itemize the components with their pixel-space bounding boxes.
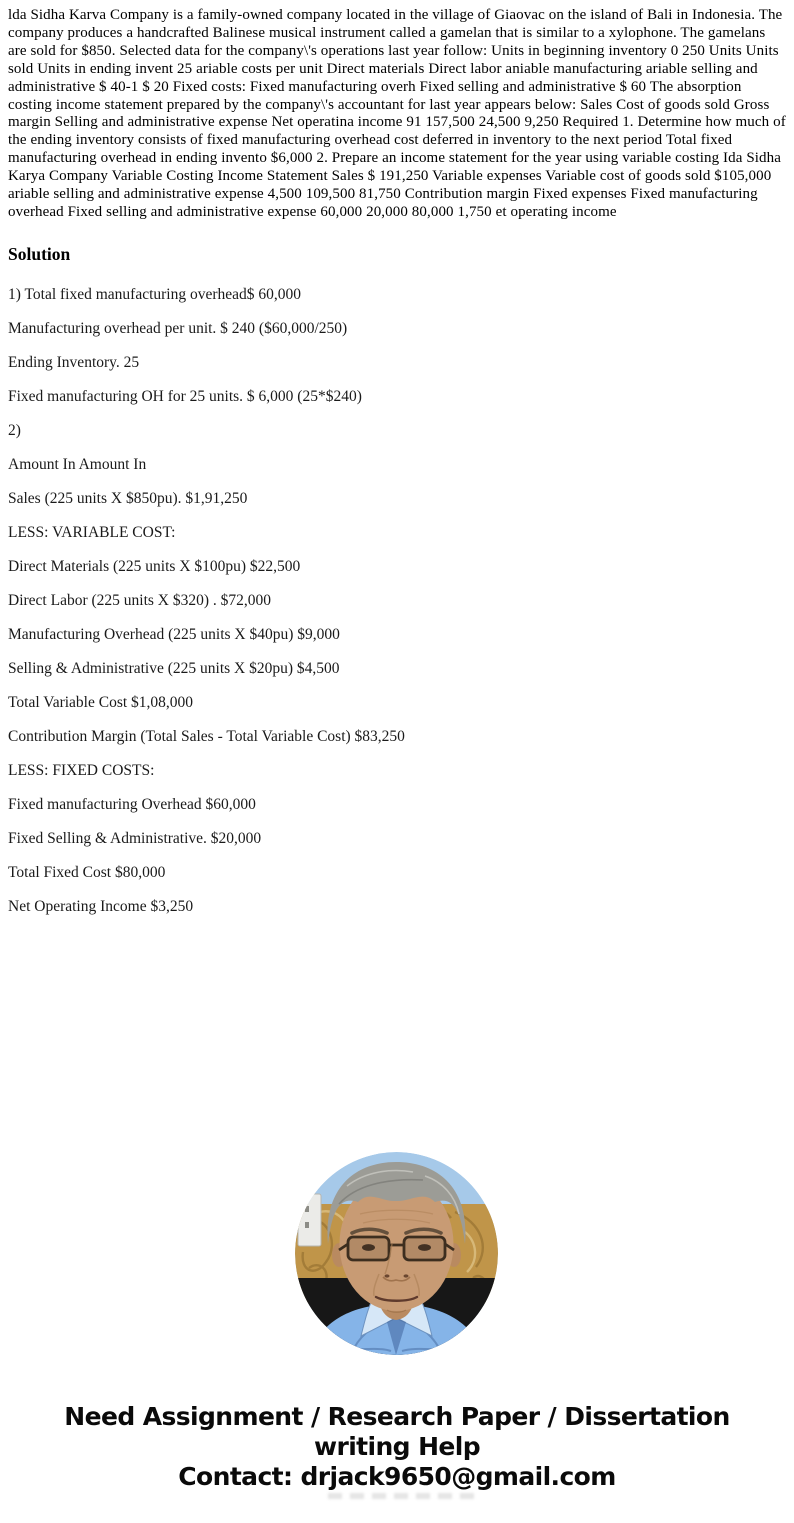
solution-line: Manufacturing Overhead (225 units X $40pu) $9,000	[8, 625, 340, 643]
solution-line: 1) Total fixed manufacturing overhead$ 60,000	[8, 285, 302, 303]
solution-heading: Solution	[8, 243, 71, 264]
promo-heading	[0, 1402, 794, 1462]
solution-line: Direct Materials (225 units X $100pu) $22,500	[8, 557, 301, 575]
problem-statement-paragraph: lda Sidha Karva Company is a family-owned company located in the village of Giaovac on the island of Bali in Indonesia. The company produces a handcrafted Balinese musical instrument called a gamelan that is similar to a xylophone. The gamelans are sold for $850. Selected data for the company\'s operations last year follow: Units in beginning inventory 0 250 Units Units sold Units in ending invent 25 ariable costs per unit Direct materials Direct labor aniable manufacturing ariable selling and administrative $ 40-1 $ 20 Fixed costs: Fixed manufacturing overh Fixed selling and administrative $ 60 The absorption costing income statement prepared by the company\'s accountant for last year appears below: Sales Cost of goods sold Gross margin Selling and administrative expense Net operatina income 91 157,500 24,500 9,250 Required 1. Determine how much of the ending inventory consists of fixed manufacturing overhead cost deferred in inventory to the next period Total fixed manufacturing overhead in ending invento $6,000 2. Prepare an income statement for the year using variable costing Ida Sidha Karya Company Variable Costing Income Statement Sales $ 191,250 Variable expenses Variable cost of goods sold $105,000 ariable selling and administrative expense 4,500 109,500 81,750 Contribution margin Fixed expenses Fixed manufacturing overhead Fixed selling and administrative expense 60,000 20,000 80,000 1,750 et operating income	[8, 7, 786, 220]
eye-left	[362, 1244, 375, 1251]
watermark-smudge	[328, 1493, 478, 1499]
document-body	[8, 7, 787, 932]
solution-line: Net Operating Income $3,250	[8, 897, 194, 915]
profile-photo-illustration	[295, 1152, 498, 1355]
solution-line: 2)	[8, 421, 21, 439]
nostril-left	[385, 1274, 390, 1277]
solution-line: Direct Labor (225 units X $320) . $72,000	[8, 591, 272, 609]
promo-contact-email: Contact: drjack9650@gmail.com	[178, 1462, 616, 1491]
nostril-right	[404, 1274, 409, 1277]
solution-line: LESS: VARIABLE COST:	[8, 523, 176, 541]
solution-line: Sales (225 units X $850pu). $1,91,250	[8, 489, 248, 507]
profile-photo	[295, 1152, 498, 1355]
solution-line: Amount In Amount In	[8, 455, 147, 473]
promo-banner	[0, 1402, 794, 1492]
solution-line: Manufacturing overhead per unit. $ 240 ($60,000/250)	[8, 319, 348, 337]
solution-line: Total Fixed Cost $80,000	[8, 863, 166, 881]
solution-line: Fixed manufacturing OH for 25 units. $ 6,000 (25*$240)	[8, 387, 362, 405]
promo-heading-line2: writing Help	[313, 1432, 481, 1461]
light-switch-panel	[298, 1194, 321, 1246]
promo-heading-line1: Need Assignment / Research Paper / Dissertation	[64, 1402, 730, 1431]
solution-line: Ending Inventory. 25	[8, 353, 140, 371]
solution-steps	[8, 286, 787, 916]
solution-line: Selling & Administrative (225 units X $20pu) $4,500	[8, 659, 340, 677]
solution-line: LESS: FIXED COSTS:	[8, 761, 155, 779]
solution-line: Fixed Selling & Administrative. $20,000	[8, 829, 262, 847]
solution-line: Fixed manufacturing Overhead $60,000	[8, 795, 256, 813]
solution-line: Total Variable Cost $1,08,000	[8, 693, 194, 711]
eye-right	[418, 1244, 431, 1251]
solution-line: Contribution Margin (Total Sales - Total Variable Cost) $83,250	[8, 727, 405, 745]
